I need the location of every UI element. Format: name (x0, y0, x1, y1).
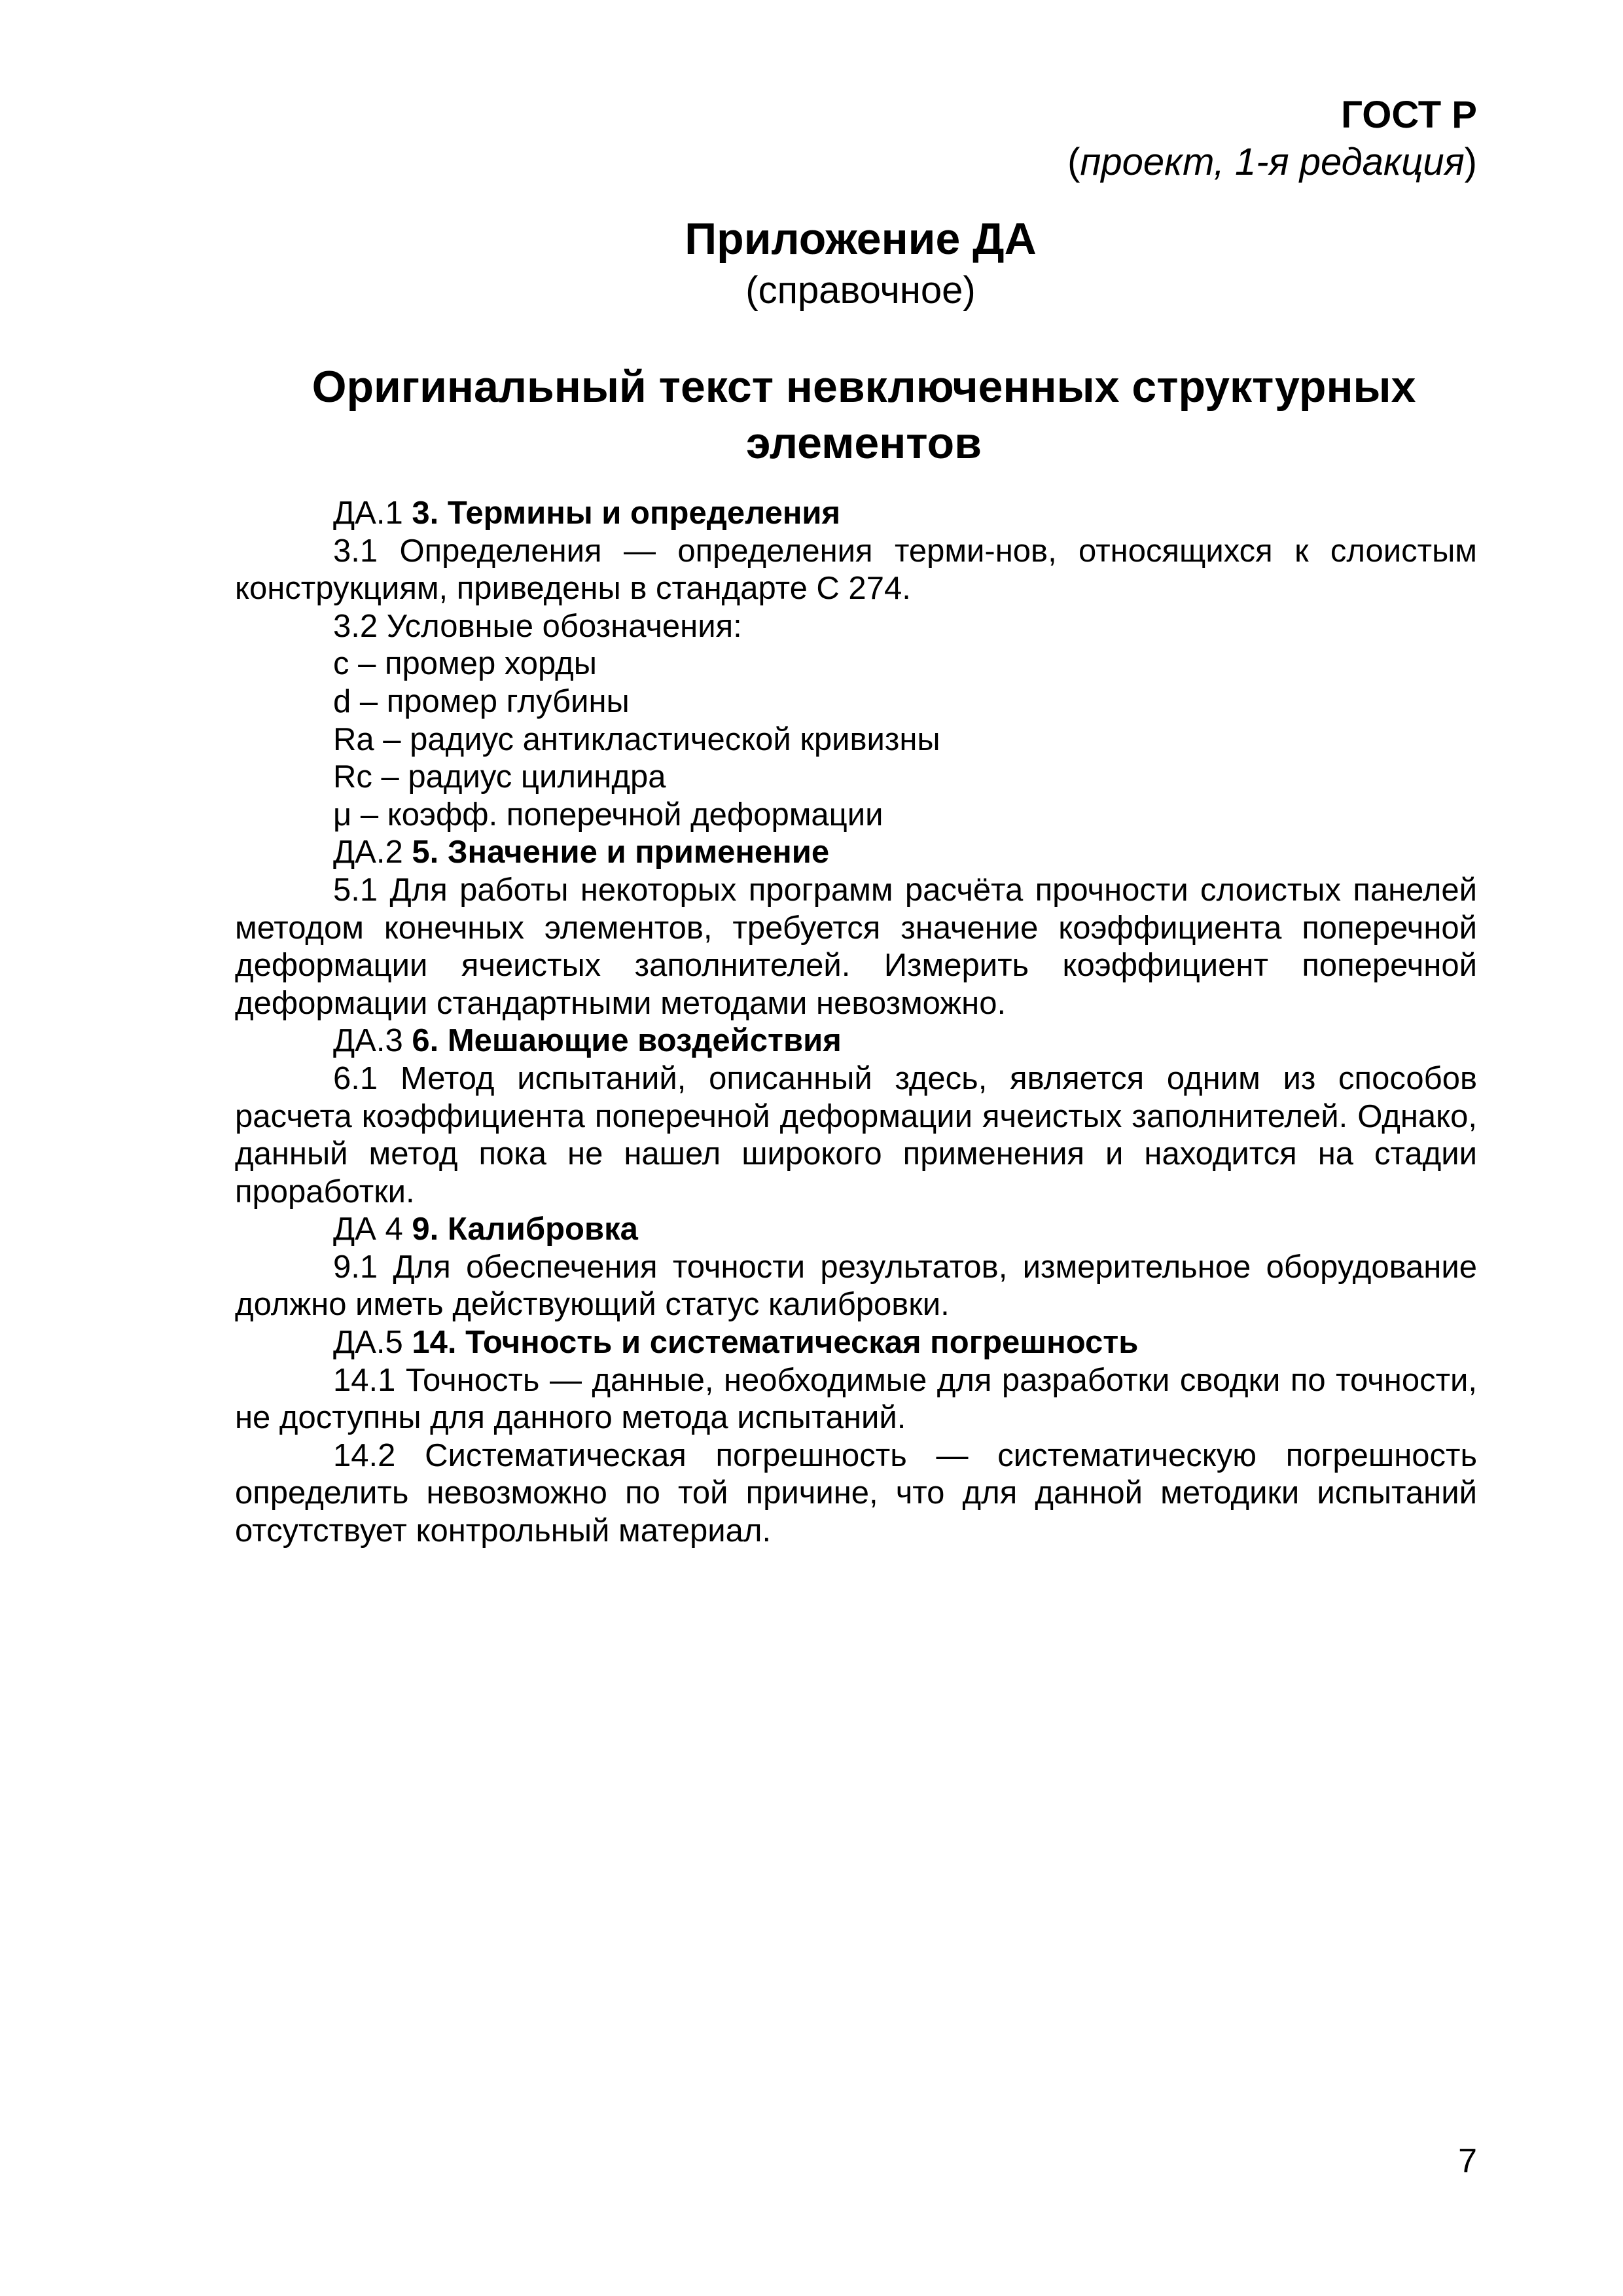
section-heading-3 (235, 1022, 1477, 1060)
section-title: 9. Калибровка (412, 1211, 638, 1247)
section-number: ДА 4 (333, 1211, 412, 1247)
paragraph: 14.1 Точность — данные, необходимые для разработки сводки по точности, не доступны для данного метода испытаний. (235, 1362, 1477, 1436)
symbol-item: с – промер хорды (333, 646, 597, 682)
section-title: 3. Термины и определения (412, 495, 841, 531)
section-number: ДА.1 (333, 495, 412, 531)
section-number: ДА.2 (333, 834, 412, 870)
symbol-item: μ – коэфф. поперечной деформации (333, 797, 883, 833)
paragraph: 5.1 Для работы некоторых программ расчёта прочности слоистых панелей методом конечных элементов, требуется значение коэффициента поперечной деформации ячеистых заполнителей. Измерить коэффициент поперечной деформации стандартными методами невозможно. (235, 872, 1477, 1021)
page-title (236, 359, 1492, 471)
section-number: ДА.3 (333, 1023, 412, 1059)
section-heading-5 (235, 1324, 1477, 1362)
document-status (1067, 139, 1477, 186)
paragraph: 3.2 Условные обозначения: (333, 608, 742, 644)
section-number: ДА.5 (333, 1325, 412, 1361)
page-title-line-2: элементов (745, 418, 982, 468)
section-heading-1 (235, 495, 1477, 533)
section-title: 6. Мешающие воздействия (412, 1023, 842, 1059)
paragraph: 3.1 Определения — определения терми-нов, относящихся к слоистым конструкциям, приведены в стандарте С 274. (235, 533, 1477, 607)
paragraph: 6.1 Метод испытаний, описанный здесь, является одним из способов расчета коэффициента поперечной деформации ячеистых заполнителей. Однако, данный метод пока не нашел широкого применения и находится на стадии проработки. (235, 1060, 1477, 1210)
annex-title: Приложение ДА (685, 214, 1037, 264)
annex-heading (0, 211, 1623, 314)
section-heading-4 (235, 1211, 1477, 1249)
document-header (1067, 92, 1477, 186)
page-number: 7 (1458, 2142, 1477, 2180)
symbol-item: d – промер глубины (333, 683, 630, 719)
paragraph: 14.2 Систематическая погрешность — систематическую погрешность определить невозможно по той причине, что для данной методики испытаний отсутствует контрольный материал. (235, 1437, 1477, 1549)
paragraph: 9.1 Для обеспечения точности результатов, измерительное оборудование должно иметь действующий статус калибровки. (235, 1249, 1477, 1323)
document-code: ГОСТ Р (1341, 94, 1477, 136)
status-close-paren: ) (1464, 141, 1477, 183)
section-title: 14. Точность и систематическая погрешность (412, 1325, 1139, 1361)
status-text: проект, 1-я редакция (1080, 141, 1465, 183)
status-open-paren: ( (1067, 141, 1080, 183)
section-heading-2 (235, 834, 1477, 872)
symbol-item: Rс – радиус цилиндра (333, 759, 666, 795)
page-title-line-1: Оригинальный текст невключенных структурных (312, 362, 1416, 412)
annex-kind: (справочное) (745, 269, 976, 312)
document-body (235, 495, 1477, 1551)
section-title: 5. Значение и применение (412, 834, 830, 870)
symbol-item: Ra – радиус антикластической кривизны (333, 721, 940, 757)
